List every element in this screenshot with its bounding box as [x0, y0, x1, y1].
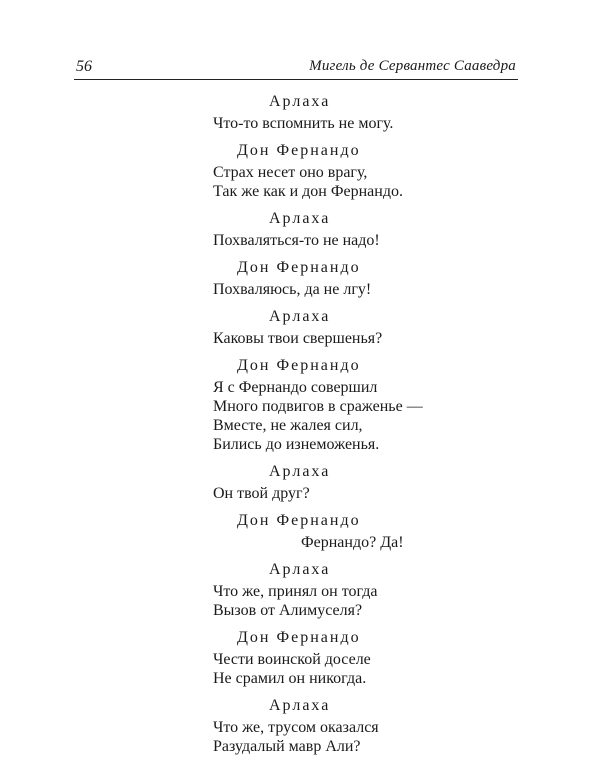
verse-line: Фернандо? Да! — [301, 534, 404, 551]
speaker-name: Арлаха — [269, 463, 331, 480]
dialogue-entry — [213, 629, 453, 688]
running-head — [76, 58, 516, 80]
dialogue-entry — [213, 697, 453, 756]
dialogue-entry — [213, 210, 453, 250]
verse-line: Не срамил он никогда. — [213, 670, 367, 687]
header-rule — [74, 79, 518, 80]
dialogue-entry — [213, 512, 453, 552]
verse-line: Вызов от Алимуселя? — [213, 602, 363, 619]
speaker-name: Дон Фернандо — [237, 629, 361, 646]
speaker-name: Дон Фернандо — [237, 259, 361, 276]
speaker-name: Дон Фернандо — [237, 142, 361, 159]
dialogue-entry — [213, 357, 453, 454]
dialogue-entry — [213, 561, 453, 620]
verse-line: Страх несет оно врагу, — [213, 164, 368, 181]
dialogue-entry — [213, 463, 453, 503]
speaker-name: Арлаха — [269, 210, 331, 227]
dialogue-entry — [213, 93, 453, 133]
verse-line: Разудалый мавр Али? — [213, 738, 361, 755]
verse-line: Что же, принял он тогда — [213, 583, 378, 600]
speaker-name: Арлаха — [269, 561, 331, 578]
verse-line: Каковы твои свершенья? — [213, 330, 383, 347]
verse-line: Я с Фернандо совершил — [213, 379, 378, 396]
speaker-name: Дон Фернандо — [237, 357, 361, 374]
verse-line: Много подвигов в сраженье — — [213, 398, 423, 415]
dialogue-entry — [213, 142, 453, 201]
running-title: Мигель де Сервантес Сааведра — [309, 58, 516, 74]
dialogue-entry — [213, 308, 453, 348]
verse-line: Чести воинской доселе — [213, 651, 371, 668]
verse-line: Что-то вспомнить не могу. — [213, 115, 394, 132]
verse-line: Похваляться-то не надо! — [213, 232, 380, 249]
verse-line: Так же как и дон Фернандо. — [213, 183, 403, 200]
speaker-name: Арлаха — [269, 697, 331, 714]
verse-line: Похваляюсь, да не лгу! — [213, 281, 372, 298]
verse-line: Он твой друг? — [213, 485, 310, 502]
verse-line: Что же, трусом оказался — [213, 719, 379, 736]
verse-line: Вместе, не жалея сил, — [213, 417, 363, 434]
speaker-name: Арлаха — [269, 93, 331, 110]
play-text — [213, 93, 453, 756]
verse-line: Бились до изнеможенья. — [213, 436, 380, 453]
speaker-name: Арлаха — [269, 308, 331, 325]
speaker-name: Дон Фернандо — [237, 512, 361, 529]
page-number: 56 — [76, 58, 92, 75]
dialogue-entry — [213, 259, 453, 299]
